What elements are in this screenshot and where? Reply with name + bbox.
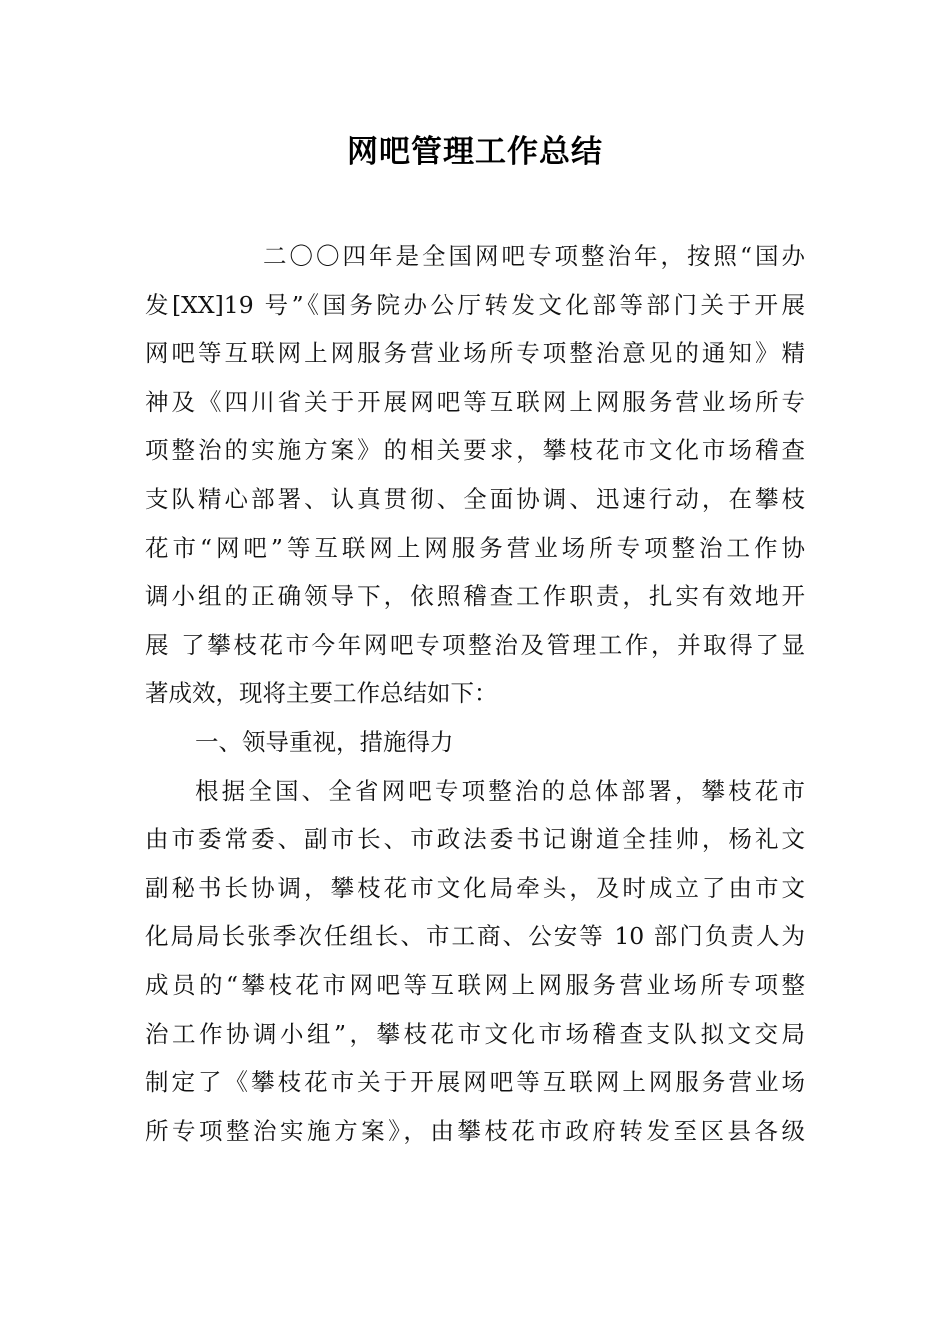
body-line: 花市“网吧”等互联网上网服务营业场所专项整治工作协: [145, 533, 805, 562]
section-heading: 一、领导重视，措施得力: [195, 727, 454, 756]
body-line: 副秘书长协调，攀枝花市文化局牵头，及时成立了由市文: [145, 873, 805, 902]
body-line: 由市委常委、副市长、市政法委书记谢道全挂帅，杨礼文: [145, 825, 805, 854]
body-line: 支队精心部署、认真贯彻、全面协调、迅速行动，在攀枝: [145, 484, 805, 513]
body-line: 神及《四川省关于开展网吧等互联网上网服务营业场所专: [145, 387, 805, 416]
body-line: 所专项整治实施方案》，由攀枝花市政府转发至区县各级: [145, 1116, 805, 1145]
body-line: 调小组的正确领导下，依照稽查工作职责，扎实有效地开: [145, 582, 805, 611]
document-title: 网吧管理工作总结: [347, 134, 603, 170]
body-line: 展 了攀枝花市今年网吧专项整治及管理工作，并取得了显: [145, 630, 805, 659]
body-line: 根据全国、全省网吧专项整治的总体部署，攀枝花市: [195, 776, 805, 805]
body-line: 发[XX]19 号”《国务院办公厅转发文化部等部门关于开展: [145, 290, 805, 319]
body-line: 化局局长张季次任组长、市工商、公安等 10 部门负责人为: [145, 922, 805, 951]
body-line: 制定了《攀枝花市关于开展网吧等互联网上网服务营业场: [145, 1068, 805, 1097]
body-line: 二〇〇四年是全国网吧专项整治年，按照“国办: [263, 242, 805, 270]
document-body: [145, 232, 805, 1155]
body-line: 著成效，现将主要工作总结如下：: [145, 679, 498, 708]
body-line: 网吧等互联网上网服务营业场所专项整治意见的通知》精: [145, 339, 805, 368]
body-line: 治工作协调小组”，攀枝花市文化市场稽查支队拟文交局: [145, 1019, 805, 1048]
body-line: 成员的“攀枝花市网吧等互联网上网服务营业场所专项整: [145, 970, 805, 999]
body-line: 项整治的实施方案》的相关要求，攀枝花市文化市场稽查: [145, 436, 805, 465]
